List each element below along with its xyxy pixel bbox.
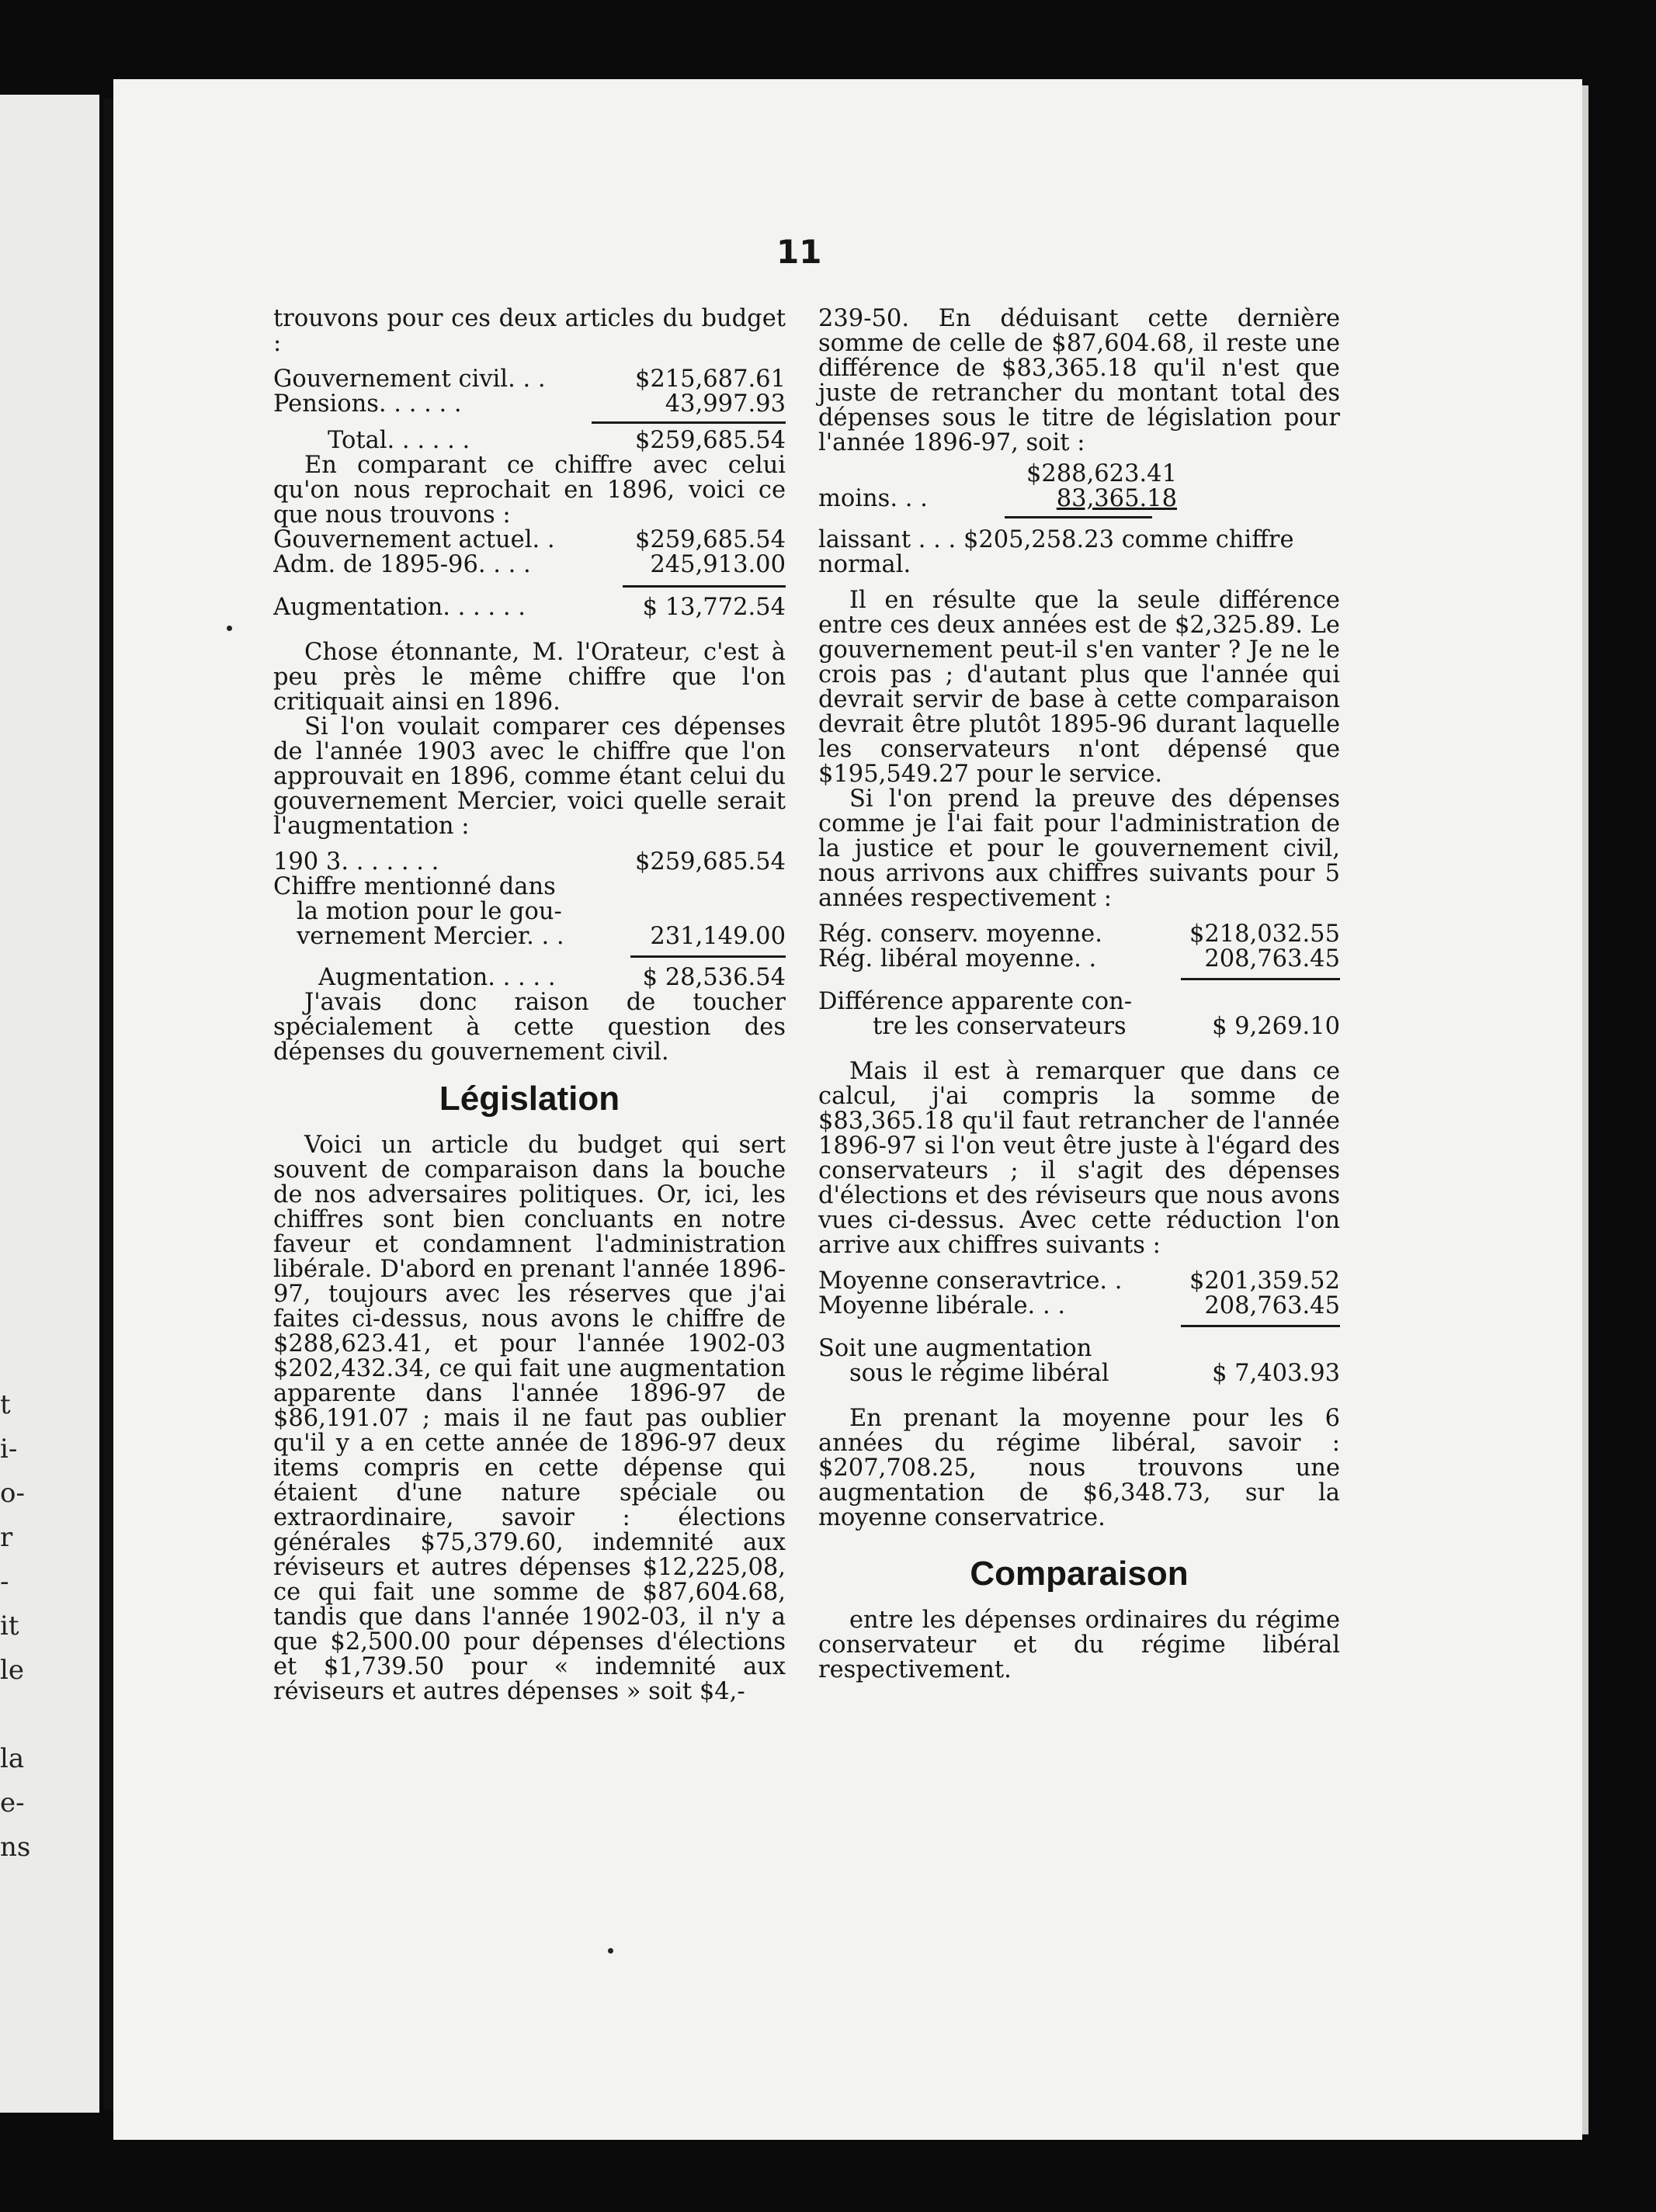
section-heading: Législation	[439, 1080, 620, 1118]
budget-row-value: 231,149.00	[650, 923, 786, 950]
difference-label-line: Différence apparente con-	[818, 988, 1133, 1015]
calc-value: $288,623.41	[1026, 460, 1177, 487]
sum-rule	[1181, 1325, 1340, 1327]
calc-value: 83,365.18	[1056, 485, 1177, 512]
sum-rule	[592, 421, 786, 424]
budget-row-value: $259,685.54	[634, 526, 786, 553]
average-label: Rég. conserv. moyenne.	[818, 922, 1102, 947]
leaving-label: laissant . . .	[818, 526, 956, 553]
total-label: Augmentation. . . . .	[318, 966, 556, 990]
facing-page-fragment: ns	[0, 1832, 31, 1863]
page-binding-shadow	[104, 99, 113, 2110]
budget-row-label: Pensions. . . . . .	[273, 392, 462, 417]
average-value: $218,032.55	[1189, 921, 1340, 948]
facing-page-text-fragments	[0, 1383, 31, 1870]
difference-label: tre les conservateurs	[873, 1014, 1127, 1039]
total-value: $ 28,536.54	[642, 964, 786, 991]
budget-row-label-line: Chiffre mentionné dans	[273, 873, 556, 900]
average-label: Rég. libéral moyenne. .	[818, 947, 1097, 972]
budget-row	[273, 553, 786, 577]
increase-label: sous le régime libéral	[849, 1361, 1109, 1386]
average-value: 208,763.45	[1204, 945, 1340, 973]
budget-row-label: Adm. de 1895-96. . . .	[273, 553, 531, 577]
paragraph: Voici un article du budget qui sert souvent de comparaison dans la bouche de nos adversaires politiques. Or, ici, les chiffres sont bien concluants en notre faveur et condamnent l'administration libérale. D'abord en prenant l'année 1896-97, toujours avec les réserves que j'ai faites ci-dessus, nous avons le chiffre de $288,623.41, et pour l'année 1902-03 $202,432.34, ce qui fait une augmentation apparente dans l'année 1896-97 de $86,191.07 ; mais il ne faut pas oublier qu'il y a en cette année de 1896-97 deux items compris en cette dépense qui étaient d'une nature spéciale ou extraordinaire, savoir : élections générales $75,379.60, indemnité aux réviseurs et autres dépenses $12,225,08, ce qui fait une somme de $87,604.68, tandis que dans l'année 1902-03, il n'y a que $2,500.00 pour dépenses d'élections et $1,739.50 pour « indemnité aux réviseurs et autres dépenses » soit $4,-	[273, 1132, 786, 1705]
sum-rule	[1181, 978, 1340, 980]
section-heading: Comparaison	[970, 1555, 1189, 1593]
facing-page-fragment: r	[0, 1522, 13, 1553]
paragraph: Si l'on voulait comparer ces dépenses de l'année 1903 avec le chiffre que l'on approuvait en 1896, comme étant celui du gouvernement Mercier, voici quelle serait l'augmentation :	[273, 713, 786, 840]
total-row	[273, 428, 786, 453]
budget-row	[273, 850, 786, 875]
increase-row	[818, 1361, 1340, 1386]
page-number: 11	[776, 233, 822, 271]
intro-text: trouvons pour ces deux articles du budget :	[273, 305, 786, 357]
budget-row-value: $215,687.61	[634, 366, 786, 393]
paragraph: Si l'on prend la preuve des dépenses comme je l'ai fait pour l'administration de la justice et pour le gouvernement civil, nous arrivons aux chiffres suivants pour 5 années respectivement :	[818, 785, 1340, 912]
print-speck	[227, 626, 232, 631]
left-text-column	[273, 307, 786, 1704]
calc-row	[818, 462, 1340, 487]
facing-page-fragment: i-	[0, 1434, 18, 1465]
facing-page-fragment: le	[0, 1655, 24, 1686]
calc-row	[818, 487, 1340, 511]
total-row	[273, 595, 786, 620]
increase-value: $ 7,403.93	[1212, 1360, 1340, 1387]
paragraph: Mais il est à remarquer que dans ce calcul, j'ai compris la somme de $83,365.18 qu'il faut retrancher de l'année 1896-97 si l'on veut être juste à l'égard des conservateurs ; il s'agit des dépenses d'élections et des réviseurs que nous avons vues ci-dessus. Avec cette réduction l'on arrive aux chiffres suivants :	[818, 1058, 1340, 1259]
paragraph: En comparant ce chiffre avec celui qu'on nous reprochait en 1896, voici ce que nous trouvons :	[273, 452, 786, 529]
average-row	[818, 1294, 1340, 1319]
sum-rule	[630, 955, 786, 958]
difference-value: $ 9,269.10	[1212, 1013, 1340, 1040]
sum-rule	[1005, 516, 1152, 518]
paragraph: Il en résulte que la seule différence entre ces deux années est de $2,325.89. Le gouvernement peut-il s'en vanter ? Je ne le crois pas ; d'autant plus que l'année qui devrait servir de base à cette comparaison devrait être plutôt 1895-96 durant laquelle les conservateurs n'ont dépensé que $195,549.27 pour le service.	[818, 587, 1340, 788]
budget-row-label: vernement Mercier. . .	[297, 924, 564, 949]
facing-page-fragment: t	[0, 1389, 11, 1420]
facing-page-fragment: la	[0, 1743, 25, 1774]
leaving-line	[818, 528, 1340, 577]
average-row	[818, 947, 1340, 972]
leaving-suffix: comme chiffre normal.	[818, 526, 1294, 578]
budget-row-value: 245,913.00	[650, 551, 786, 578]
facing-page-fragment	[0, 1693, 31, 1737]
total-value: $ 13,772.54	[642, 594, 786, 621]
total-label: Augmentation. . . . . .	[273, 595, 526, 620]
total-value: $259,685.54	[634, 427, 786, 454]
sum-rule	[623, 585, 786, 588]
budget-row	[273, 528, 786, 553]
budget-row-label-line: la motion pour le gou-	[297, 898, 562, 925]
average-value: $201,359.52	[1189, 1267, 1340, 1295]
total-label: Total. . . . . .	[328, 428, 470, 453]
budget-row-label: Gouvernement civil. . .	[273, 367, 546, 392]
average-label: Moyenne conseravtrice. .	[818, 1269, 1123, 1294]
average-row	[818, 1269, 1340, 1294]
page-edge-shadow	[1582, 85, 1588, 2134]
paragraph: Chose étonnante, M. l'Orateur, c'est à peu près le même chiffre que l'on critiquait ainsi en 1896.	[273, 639, 786, 716]
difference-row	[818, 1014, 1340, 1039]
calc-label: moins. . .	[818, 487, 928, 511]
total-row	[273, 966, 786, 990]
paragraph: J'avais donc raison de toucher spécialement à cette question des dépenses du gouvernement civil.	[273, 989, 786, 1066]
average-label: Moyenne libérale. . .	[818, 1294, 1066, 1319]
facing-page-fragment: o-	[0, 1478, 25, 1509]
leaving-value: $205,258.23	[963, 526, 1115, 553]
average-row	[818, 922, 1340, 947]
paragraph: En prenant la moyenne pour les 6 années du régime libéral, savoir : $207,708.25, nous trouvons une augmentation de $6,348.73, sur la moyenne conservatrice.	[818, 1405, 1340, 1531]
budget-row	[273, 924, 786, 949]
budget-row-value: 43,997.93	[665, 390, 786, 418]
budget-row-label: 190 3. . . . . . .	[273, 850, 439, 875]
average-value: 208,763.45	[1204, 1292, 1340, 1319]
paragraph: 239-50. En déduisant cette dernière somme de celle de $87,604.68, il reste une différence de $83,365.18 qu'il n'est que juste de retrancher du montant total des dépenses sous le titre de législation pour l'année 1896-97, soit :	[818, 305, 1340, 456]
budget-row	[273, 392, 786, 417]
budget-row-value: $259,685.54	[634, 848, 786, 875]
increase-label-line: Soit une augmentation	[818, 1335, 1092, 1362]
right-text-column	[818, 307, 1340, 1683]
facing-page-fragment: it	[0, 1610, 19, 1642]
facing-page-fragment: -	[0, 1566, 9, 1597]
budget-row	[273, 367, 786, 392]
print-speck	[608, 1948, 613, 1954]
budget-row-label: Gouvernement actuel. .	[273, 528, 555, 553]
paragraph: entre les dépenses ordinaires du régime conservateur et du régime libéral respectivement.	[818, 1607, 1340, 1683]
facing-page-edge	[0, 95, 99, 2113]
facing-page-fragment: e-	[0, 1787, 25, 1818]
